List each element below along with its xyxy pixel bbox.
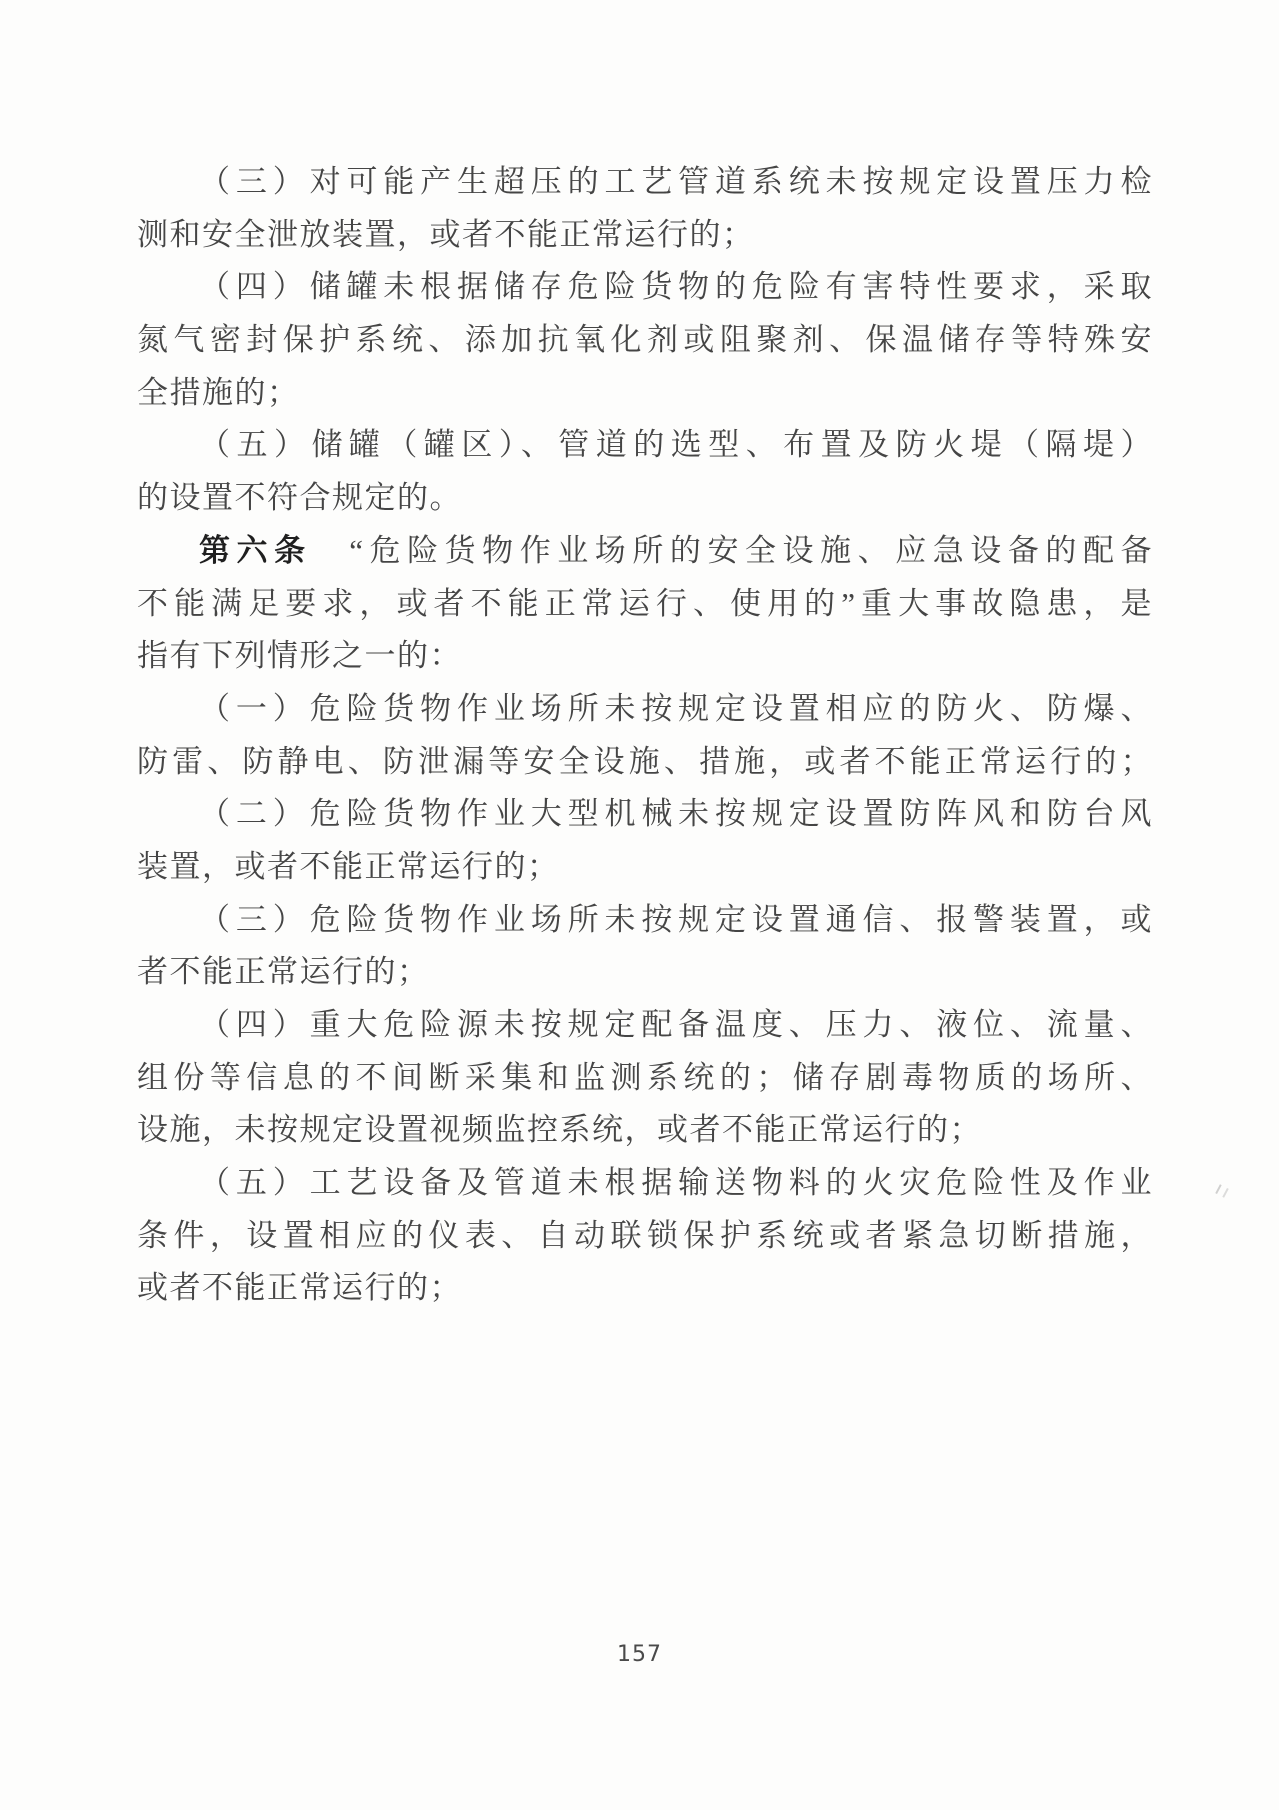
text-line — [137, 314, 1153, 367]
text-line — [137, 683, 1153, 736]
text-line — [137, 156, 1153, 209]
line-text: （四）储罐未根据储存危险货物的危险有害特性要求，采取 — [199, 269, 1153, 305]
text-line — [137, 367, 1153, 420]
line-text: 条件，设置相应的仪表、自动联锁保护系统或者紧急切断措施， — [137, 1217, 1153, 1253]
text-line — [137, 1157, 1153, 1210]
line-text: “危险货物作业场所的安全设施、应急设备的配备 — [311, 532, 1153, 568]
text-line — [137, 472, 1153, 525]
text-line — [137, 736, 1153, 789]
text-line — [137, 630, 1153, 683]
text-line — [137, 788, 1153, 841]
text-line — [137, 578, 1153, 631]
line-text: （三）对可能产生超压的工艺管道系统未按规定设置压力检 — [199, 164, 1153, 199]
page-number: 157 — [617, 1642, 662, 1667]
text-line — [137, 209, 1153, 262]
text-line — [137, 1262, 1153, 1315]
line-text: 组份等信息的不间断采集和监测系统的；储存剧毒物质的场所、 — [137, 1059, 1153, 1095]
line-text: 测和安全泄放装置，或者不能正常运行的； — [137, 216, 755, 252]
line-text: 装置，或者不能正常运行的； — [137, 848, 560, 884]
line-text: （二）危险货物作业大型机械未按规定设置防阵风和防台风 — [199, 796, 1153, 832]
line-text: （五）储罐（罐区）、管道的选型、布置及防火堤（隔堤） — [199, 427, 1153, 463]
line-text: 的设置不符合规定的。 — [137, 480, 462, 516]
line-text: 不能满足要求，或者不能正常运行、使用的”重大事故隐患，是 — [137, 585, 1153, 621]
line-text: 防雷、防静电、防泄漏等安全设施、措施，或者不能正常运行的； — [137, 743, 1153, 779]
line-text: （一）危险货物作业场所未按规定设置相应的防火、防爆、 — [199, 690, 1153, 726]
line-text: 全措施的； — [137, 374, 300, 410]
text-line — [137, 1052, 1153, 1105]
line-text: （四）重大危险源未按规定配备温度、压力、液位、流量、 — [199, 1007, 1153, 1042]
text-line — [137, 894, 1153, 947]
line-text: 者不能正常运行的； — [137, 954, 430, 990]
line-text: 指有下列情形之一的： — [137, 638, 462, 674]
text-line — [137, 999, 1153, 1052]
article-number-label: 第六条 — [199, 532, 312, 568]
line-text: （三）危险货物作业场所未按规定设置通信、报警装置，或 — [199, 901, 1153, 937]
line-text: （五）工艺设备及管道未根据输送物料的火灾危险性及作业 — [199, 1165, 1153, 1201]
line-text: 或者不能正常运行的； — [137, 1270, 462, 1306]
line-text: 设施，未按规定设置视频监控系统，或者不能正常运行的； — [137, 1112, 982, 1148]
text-line — [137, 841, 1153, 894]
text-line — [137, 1104, 1153, 1157]
text-line — [137, 946, 1153, 999]
text-line — [137, 525, 1153, 578]
scan-artifact — [1215, 1184, 1229, 1198]
line-text: 氮气密封保护系统、添加抗氧化剂或阻聚剂、保温储存等特殊安 — [137, 322, 1153, 358]
text-line — [137, 1210, 1153, 1263]
text-line — [137, 261, 1153, 314]
text-line — [137, 419, 1153, 472]
document-body — [137, 156, 1153, 1315]
